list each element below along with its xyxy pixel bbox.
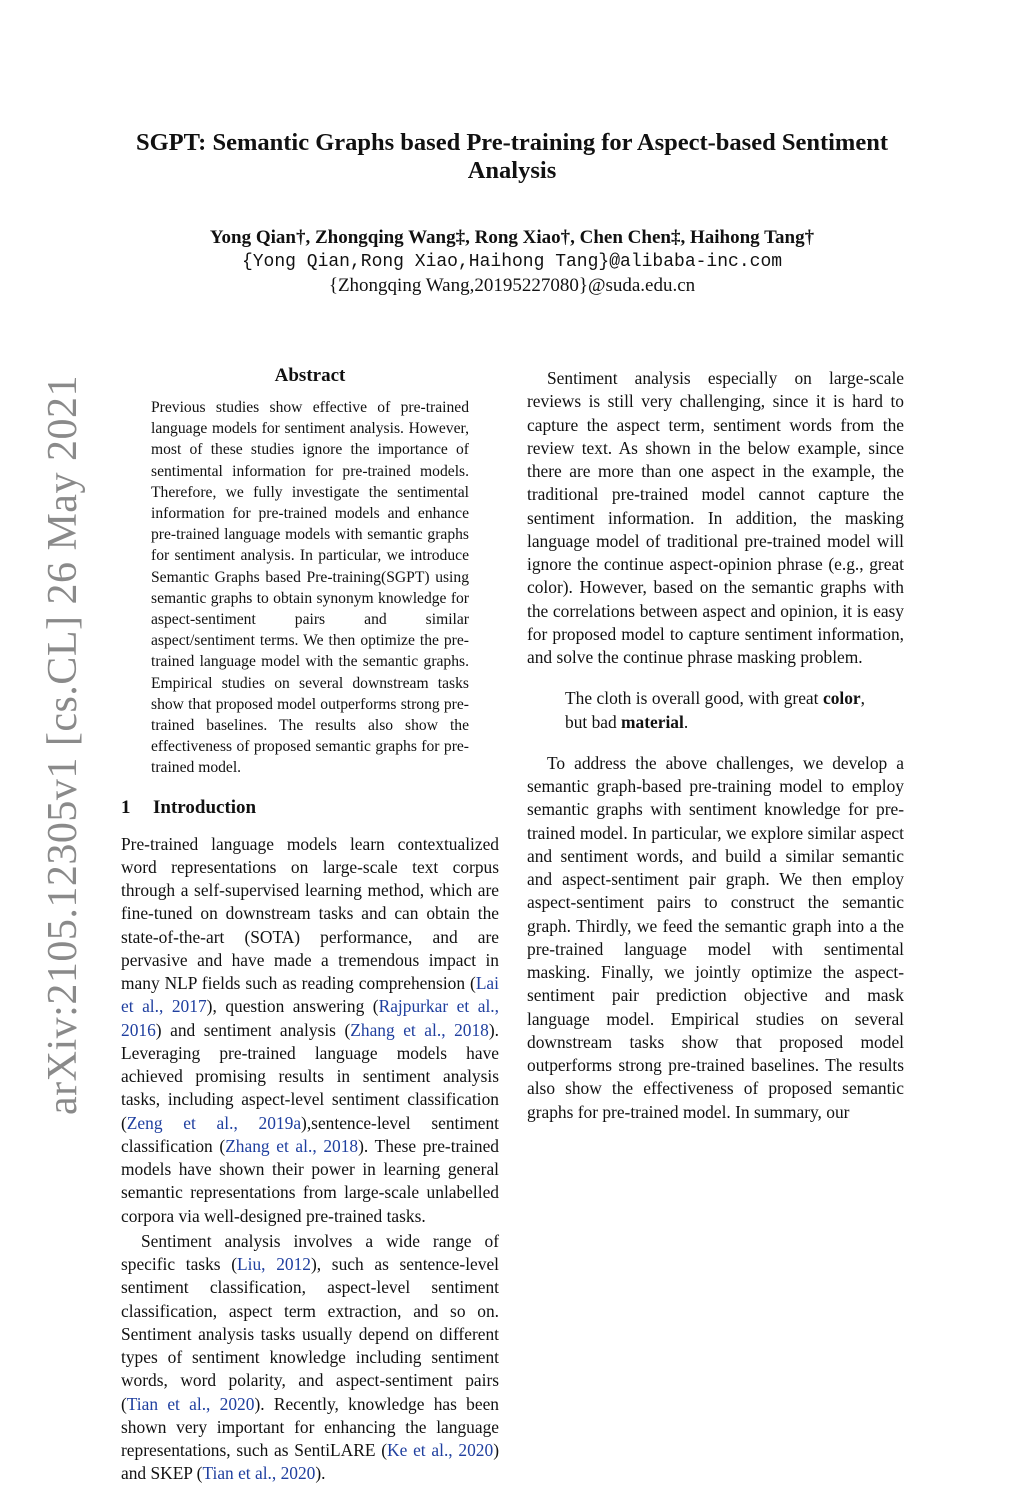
citation-zhang-2018[interactable]: Zhang et al., 2018 <box>350 1019 489 1040</box>
intro-paragraph-4: To address the above challenges, we develop a semantic graph-based pre-training model to employ semantic graphs with sentiment knowledge for pre-trained model. In particular, we explore similar aspect and sentiment words, and build a similar semantic and aspect-sentiment pair graph. We then employ aspect-sentiment pairs to construct the semantic graph. Thirdly, we feed the semantic graph into a the pre-trained language model with sentimental masking. Finally, we jointly optimize the aspect-sentiment pair prediction objective and mask language model. Empirical studies on several downstream tasks show that proposed model outperforms strong pre-trained baselines. The results also show the effectiveness of proposed semantic graphs for pre-trained model. In summary, our <box>527 752 904 1122</box>
intro-paragraph-2: Sentiment analysis involves a wide range of specific tasks (Liu, 2012), such as sentence-level sentiment classification, aspect-level sentiment classification, aspect term extraction, and so on. Sentiment analysis tasks usually depend on different types of sentiment knowledge including sentiment words, word polarity, and aspect-sentiment pairs (Tian et al., 2020). Recently, knowledge has been shown very important for enhancing the language representations, such as SentiLARE (Ke et al., 2020) and SKEP (Tian et al., 2020). <box>121 1230 499 1484</box>
right-column <box>527 367 904 1124</box>
author-list: Yong Qian†, Zhongqing Wang‡, Rong Xiao†, Chen Chen‡, Haihong Tang† <box>209 227 815 248</box>
citation-ke-2020[interactable]: Ke et al., 2020 <box>387 1440 494 1461</box>
abstract-text: Previous studies show effective of pre-trained language models for sentiment analysis. However, most of these studies ignore the importance of sentimental information for pre-trained models. Therefore, we fully investigate the sentimental information for pre-trained models and enhance pre-trained language models with semantic graphs for sentiment analysis. In particular, we introduce Semantic Graphs based Pre-training(SGPT) using semantic graphs to obtain synonym knowledge for aspect-sentiment pairs and similar aspect/sentiment terms. We then optimize the pre-trained language model with the semantic graphs. Empirical studies on several downstream tasks show that proposed model outperforms strong pre-trained baselines. The results also show the effectiveness of proposed semantic graphs for pre-trained model. <box>151 399 469 777</box>
intro-paragraph-1: Pre-trained language models learn contextualized word representations on large-scale text corpus through a self-supervised learning method, which are fine-tuned on downstream tasks and can obtain the state-of-the-art (SOTA) performance, and are pervasive and have made a tremendous impact in many NLP fields such as reading comprehension (Lai et al., 2017), question answering (Rajpurkar et al., 2016) and sentiment analysis (Zhang et al., 2018). Leveraging pre-trained language models have achieved promising results in sentiment analysis tasks, including aspect-level sentiment classification (Zeng et al., 2019a),sentence-level sentiment classification (Zhang et al., 2018). These pre-trained models have shown their power in learning general semantic representations from large-scale unlabelled corpora via well-designed pre-trained tasks. <box>121 833 500 1226</box>
citation-tian-2020-b[interactable]: Tian et al., 2020 <box>202 1463 316 1484</box>
citation-lai-2017[interactable]: Lai et al., 2017 <box>121 973 499 1017</box>
section-number: 1 <box>121 796 131 818</box>
author-email-suda: {Zhongqing Wang,20195227080}@suda.edu.cn <box>328 275 696 296</box>
citation-zeng-2019a[interactable]: Zeng et al., 2019a <box>126 1112 302 1133</box>
section-heading-introduction <box>121 797 499 819</box>
abstract-heading: Abstract <box>274 365 346 386</box>
citation-liu-2012[interactable]: Liu, 2012 <box>237 1254 311 1275</box>
example-aspect-material: material <box>621 711 684 732</box>
intro-paragraph-3: Sentiment analysis especially on large-scale reviews is still very challenging, since it is hard to capture the aspect term, sentiment words from the review text. As shown in the below example, since there are more than one aspect in the example, the traditional pre-trained model cannot capture the sentiment information. In addition, the masking language model of traditional pre-trained model will ignore the continue aspect-opinion phrase (e.g., great color). However, based on the semantic graphs with the correlations between aspect and opinion, it is easy for proposed model to capture sentiment information, and solve the continue phrase masking problem. <box>527 368 904 667</box>
example-sentence: The cloth is overall good, with great color, but bad material. <box>565 688 865 732</box>
citation-rajpurkar-2016[interactable]: Rajpurkar et al., 2016 <box>121 996 499 1040</box>
section-title: Introduction <box>153 796 257 818</box>
example-aspect-color: color <box>822 688 861 709</box>
author-email-alibaba: {Yong Qian,Rong Xiao,Haihong Tang}@alibaba-inc.com <box>241 252 783 272</box>
citation-zhang-2018-b[interactable]: Zhang et al., 2018 <box>225 1135 359 1156</box>
citation-tian-2020[interactable]: Tian et al., 2020 <box>126 1393 255 1414</box>
arxiv-id[interactable]: arXiv:2105.12305v1 [cs.CL] 26 May 2021 <box>40 375 86 1115</box>
paper-title: SGPT: Semantic Graphs based Pre-training for Aspect-based Sentiment Analysis <box>135 129 888 184</box>
left-column <box>121 365 499 1486</box>
